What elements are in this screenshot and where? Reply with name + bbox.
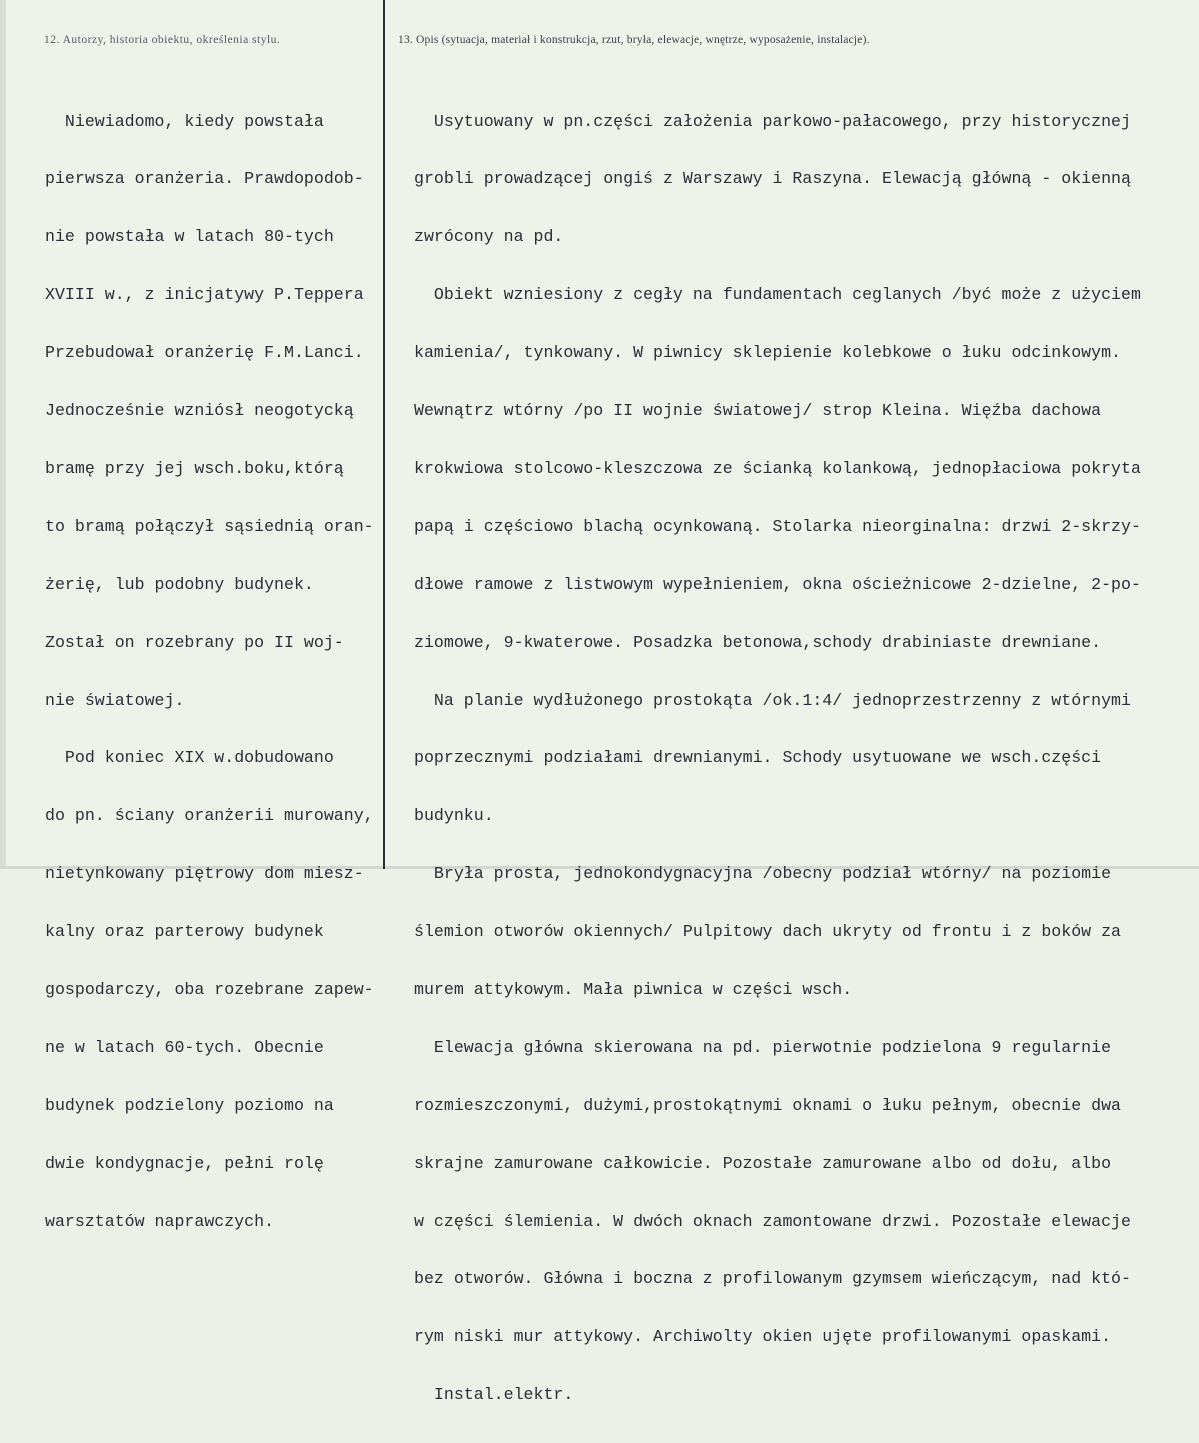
history-line: nie powstała w latach 80-tych: [45, 227, 334, 247]
description-line: dłowe ramowe z listwowym wypełnieniem, okna ościeżnicowe 2-dzielne, 2-po-: [414, 574, 1141, 594]
history-line: Został on rozebrany po II woj-: [45, 632, 344, 652]
history-line: nie światowej.: [45, 690, 185, 710]
description-line: Obiekt wzniesiony z cegły na fundamentach ceglanych /być może z użyciem: [414, 285, 1141, 305]
history-line: to bramą połączył sąsiednią oran-: [45, 516, 374, 536]
description-line: zwrócony na pd.: [414, 227, 564, 247]
history-line: kalny oraz parterowy budynek: [45, 922, 324, 942]
history-line: dwie kondygnacje, pełni rolę: [45, 1153, 324, 1173]
history-line: Niewiadomo, kiedy powstała: [45, 111, 324, 131]
description-line: budynku.: [414, 806, 494, 826]
history-line: gospodarczy, oba rozebrane zapew-: [45, 979, 374, 999]
description-line: papą i częściowo blachą ocynkowaną. Stolarka nieorginalna: drzwi 2-skrzy-: [414, 516, 1141, 536]
history-line: Jednocześnie wzniósł neogotycką: [45, 401, 354, 421]
description-line: kamienia/, tynkowany. W piwnicy sklepienie kolebkowe o łuku odcinkowym.: [414, 343, 1122, 363]
history-line: nietynkowany piętrowy dom miesz-: [45, 864, 364, 884]
description-line: ziomowe, 9-kwaterowe. Posadzka betonowa,schody drabiniaste drewniane.: [414, 632, 1102, 652]
description-line: ślemion otworów okiennych/ Pulpitowy dach ukryty od frontu i z boków za: [414, 922, 1122, 942]
history-text: [45, 73, 374, 1269]
description-text: [414, 73, 1141, 1443]
description-line: Usytuowany w pn.części założenia parkowo-pałacowego, przy historycznej: [414, 111, 1131, 131]
history-line: Pod koniec XIX w.dobudowano: [45, 748, 334, 768]
history-line: ne w latach 60-tych. Obecnie: [45, 1037, 324, 1057]
description-line: skrajne zamurowane całkowicie. Pozostałe zamurowane albo od dołu, albo: [414, 1153, 1112, 1173]
description-line: bez otworów. Główna i boczna z profilowanym gzymsem wieńczącym, nad któ-: [414, 1269, 1131, 1289]
history-line: bramę przy jej wsch.boku,którą: [45, 458, 344, 478]
description-line: Instal.elektr.: [414, 1385, 574, 1405]
description-line: murem attykowym. Mała piwnica w części wsch.: [414, 979, 853, 999]
description-line: w części ślemienia. W dwóch oknach zamontowane drzwi. Pozostałe elewacje: [414, 1211, 1131, 1231]
card-left-edge: [0, 0, 6, 869]
description-line: Elewacja główna skierowana na pd. pierwotnie podzielona 9 regularnie: [414, 1037, 1112, 1057]
description-line: Bryła prosta, jednokondygnacyjna /obecny podział wtórny/ na poziomie: [414, 864, 1112, 884]
description-line: poprzecznymi podziałami drewnianymi. Schody usytuowane we wsch.części: [414, 748, 1102, 768]
description-line: krokwiowa stolcowo-kleszczowa ze ścianką kolankową, jednopłaciowa pokryta: [414, 458, 1141, 478]
history-line: do pn. ściany oranżerii murowany,: [45, 806, 374, 826]
section-13-header: 13. Opis (sytuacja, materiał i konstrukcja, rzut, bryła, elewacje, wnętrze, wyposażenie, instalacje).: [398, 34, 870, 46]
history-line: pierwsza oranżeria. Prawdopodob-: [45, 169, 364, 189]
description-line: grobli prowadzącej ongiś z Warszawy i Raszyna. Elewacją główną - okienną: [414, 169, 1131, 189]
description-line: rozmieszczonymi, dużymi,prostokątnymi oknami o łuku pełnym, obecnie dwa: [414, 1095, 1122, 1115]
history-line: budynek podzielony poziomo na: [45, 1095, 334, 1115]
description-line: Wewnątrz wtórny /po II wojnie światowej/ strop Kleina. Więźba dachowa: [414, 401, 1102, 421]
history-line: warsztatów naprawczych.: [45, 1211, 275, 1231]
history-line: Przebudował oranżerię F.M.Lanci.: [45, 343, 364, 363]
column-divider: [383, 0, 385, 869]
history-line: żerię, lub podobny budynek.: [45, 574, 314, 594]
history-line: XVIII w., z inicjatywy P.Teppera: [45, 285, 364, 305]
description-line: Na planie wydłużonego prostokąta /ok.1:4/ jednoprzestrzenny z wtórnymi: [414, 690, 1131, 710]
section-12-header: 12. Autorzy, historia obiektu, określenia stylu.: [44, 34, 281, 46]
description-line: rym niski mur attykowy. Archiwolty okien ujęte profilowanymi opaskami.: [414, 1327, 1112, 1347]
